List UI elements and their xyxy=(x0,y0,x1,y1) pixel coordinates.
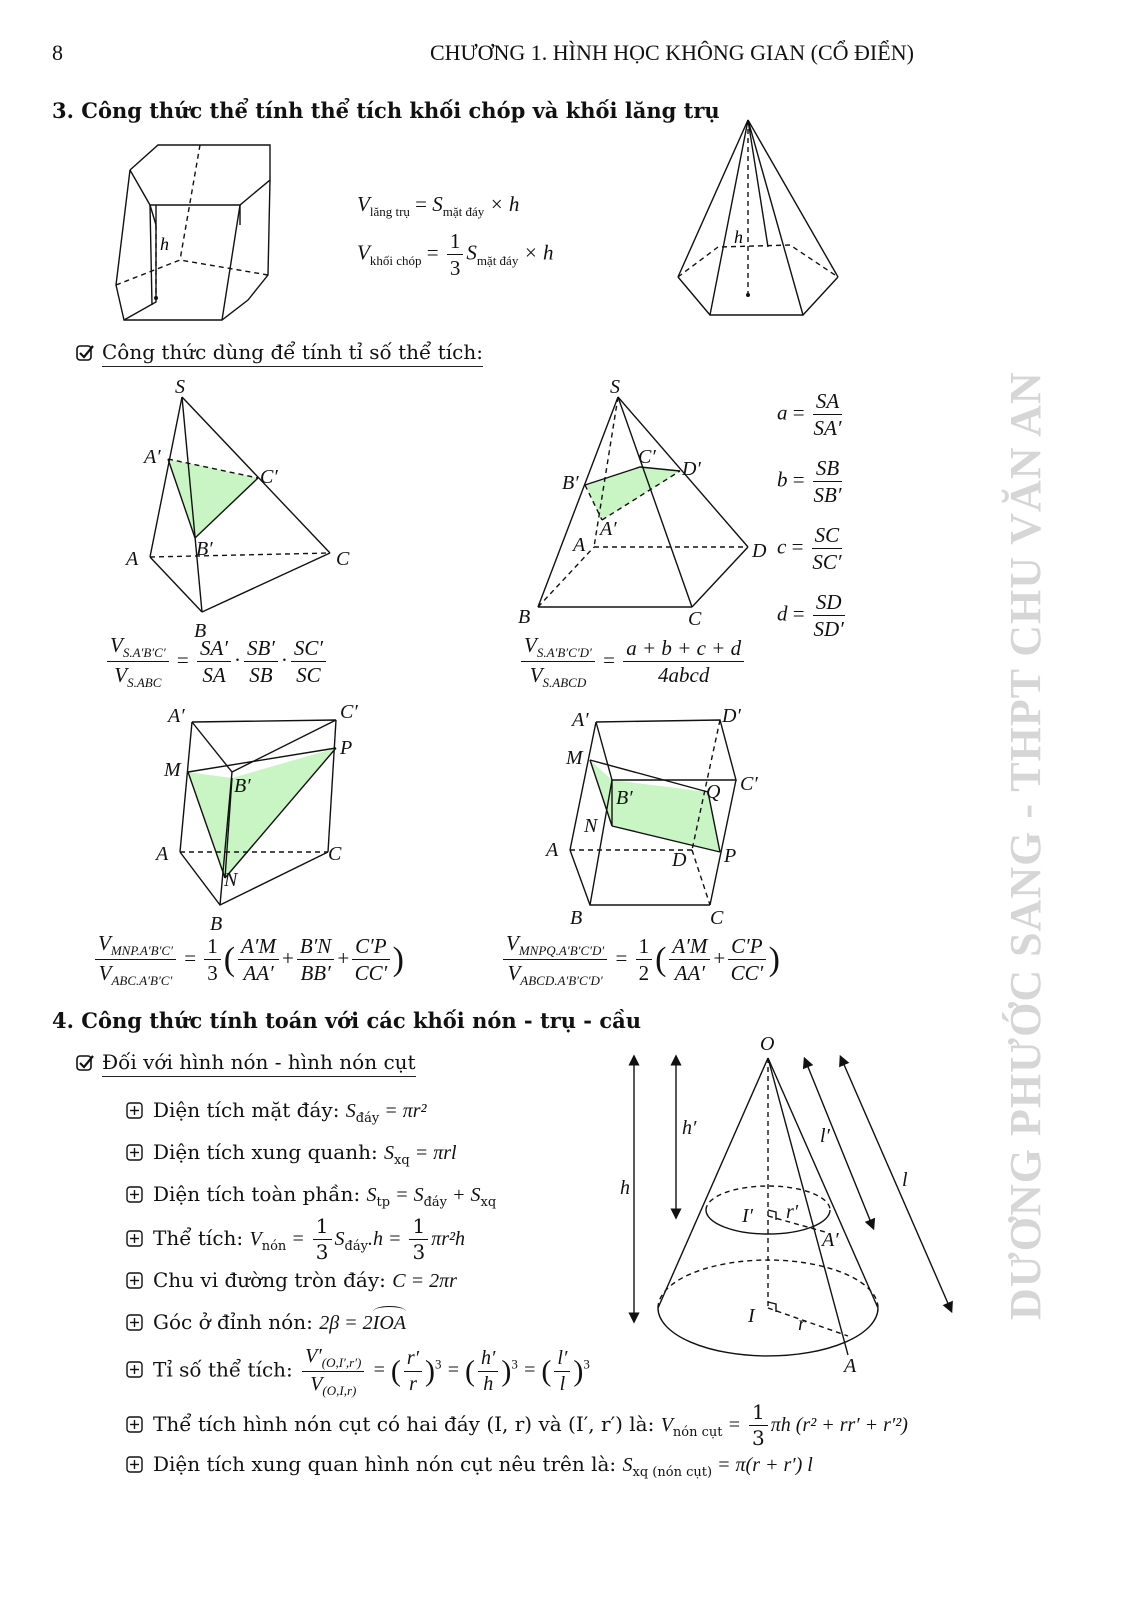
prism-volume-formula: $V_{lăng trụ} = S_{mặt đáy} \times h$ xyxy=(357,192,520,220)
checkbox-checked-icon xyxy=(76,1054,94,1072)
boxed-plus-icon xyxy=(126,1186,143,1203)
square-pyramid-figure xyxy=(510,375,780,635)
svg-text:C′: C′ xyxy=(260,466,278,488)
tri-prism-ratio-formula: $\frac{V_{MNP.A'B'C'}}{V_{ABC.A'B'C'}}$ = $\frac{1}{3}$ ( $\frac{A'M}{AA'}$ + $\frac{B'N}{BB'}$ + $\frac{C'P}{CC'}$ ) xyxy=(92,930,404,990)
svg-text:A: A xyxy=(573,534,586,556)
svg-text:B: B xyxy=(518,606,531,628)
svg-text:A′: A′ xyxy=(600,518,617,540)
svg-text:A: A xyxy=(126,548,139,570)
svg-text:N: N xyxy=(584,815,598,837)
svg-text:I: I xyxy=(748,1305,755,1327)
checkbox-checked-icon xyxy=(76,344,94,362)
svg-text:D′: D′ xyxy=(722,705,741,727)
boxed-plus-icon xyxy=(126,1456,143,1473)
svg-text:A′: A′ xyxy=(144,446,161,468)
box-ratio-formula: $\frac{V_{MNPQ.A'B'C'D'}}{V_{ABCD.A'B'C'D'}}$ = $\frac{1}{2}$ ( $\frac{A'M}{AA'}$ + $\frac{C'P}{CC'}$ ) xyxy=(500,930,780,990)
def-a: a = $\frac{SA}{SA'}$ xyxy=(777,389,842,441)
boxed-plus-icon xyxy=(126,1144,143,1161)
svg-text:B′: B′ xyxy=(234,775,251,797)
def-c: c = $\frac{SC}{SC'}$ xyxy=(777,523,842,575)
tetrahedron-figure xyxy=(120,375,360,640)
cone-subtitle: Đối với hình nón - hình nón cụt xyxy=(76,1050,416,1074)
svg-text:l′: l′ xyxy=(820,1125,830,1147)
item-frustum-volume: Thể tích hình nón cụt có hai đáy (I, r) và (I′, r′) là: $V_{nón cụt}$ = $\frac{1}{3}$ πh (r² + rr′ + r′²) xyxy=(126,1400,908,1451)
section-3-title: 3. Công thức thể tính thể tích khối chóp và khối lăng trụ xyxy=(52,98,720,123)
svg-text:h: h xyxy=(734,227,743,247)
svg-text:C′: C′ xyxy=(340,701,358,723)
svg-text:N: N xyxy=(224,869,238,891)
def-d: d = $\frac{SD}{SD'}$ xyxy=(777,590,844,642)
watermark: DƯƠNG PHƯỚC SANG - THPT CHU VĂN AN xyxy=(1001,371,1050,1320)
arc-angle: IOA xyxy=(373,1312,406,1335)
item-lateral-area: Diện tích xung quanh: $S_{xq} = \pi rl$ xyxy=(126,1140,457,1168)
svg-text:M: M xyxy=(164,759,181,781)
svg-text:B′: B′ xyxy=(616,787,633,809)
prism-top-face xyxy=(130,145,270,205)
cone-figure xyxy=(610,1030,980,1380)
boxed-plus-icon xyxy=(126,1314,143,1331)
svg-text:l: l xyxy=(902,1169,908,1191)
item-total-area: Diện tích toàn phần: $S_{tp} = S_{đáy} + S_{xq}$ xyxy=(126,1182,496,1210)
item-apex-angle: Góc ở đỉnh nón: 2β = 2 IOA xyxy=(126,1310,406,1335)
svg-text:A′: A′ xyxy=(572,709,589,731)
prism-h-label: h xyxy=(160,234,169,254)
pentagonal-pyramid-figure xyxy=(670,115,850,330)
item-circumference: Chu vi đường tròn đáy: C = 2πr xyxy=(126,1268,457,1293)
svg-text:r′: r′ xyxy=(786,1201,799,1223)
svg-text:A: A xyxy=(844,1355,857,1377)
svg-text:S: S xyxy=(175,376,185,398)
svg-text:C′: C′ xyxy=(740,773,758,795)
item-volume-ratio: Tỉ số thể tích: $\frac{V'_{(O,I',r')}}{V_{(O,I,r)}}$ = ( $\frac{r'}{r}$ )$^3$ = ( $\frac{h'}{h}$ )$^3$ = ( $\frac{l'}{l}$ )$^3$ xyxy=(126,1344,590,1400)
boxed-plus-icon xyxy=(126,1230,143,1247)
svg-text:M: M xyxy=(566,747,583,769)
svg-text:A′: A′ xyxy=(168,705,185,727)
svg-text:r: r xyxy=(798,1313,806,1335)
boxed-plus-icon xyxy=(126,1416,143,1433)
svg-text:D′: D′ xyxy=(682,458,701,480)
svg-text:A: A xyxy=(156,843,169,865)
pentagonal-prism-figure xyxy=(100,130,290,330)
parallelepiped-figure xyxy=(540,700,780,940)
svg-text:O: O xyxy=(760,1033,775,1055)
svg-text:C: C xyxy=(710,907,724,929)
page-number: 8 xyxy=(52,40,63,65)
svg-text:B′: B′ xyxy=(196,538,213,560)
svg-text:Q: Q xyxy=(706,781,721,803)
svg-text:A′: A′ xyxy=(822,1229,839,1251)
svg-text:B: B xyxy=(194,620,207,640)
boxed-plus-icon xyxy=(126,1361,143,1378)
svg-text:I′: I′ xyxy=(742,1205,754,1227)
tetra-ratio-formula: $\frac{V_{S.A'B'C'}}{V_{S.ABC}}$ = $\frac{SA'}{SA}$ · $\frac{SB'}{SB}$ · $\frac{SC'}{SC}$ xyxy=(104,632,329,692)
svg-text:D: D xyxy=(752,540,767,562)
svg-text:C: C xyxy=(328,843,342,865)
pyr4-ratio-formula: $\frac{V_{S.A'B'C'D'}}{V_{S.ABCD}}$ = $\frac{a + b + c + d}{\text{4abcd}}$ xyxy=(518,632,747,692)
def-b: b = $\frac{SB}{SB'}$ xyxy=(777,456,842,508)
svg-text:h′: h′ xyxy=(682,1117,697,1139)
svg-text:P: P xyxy=(724,845,737,867)
svg-text:D: D xyxy=(672,849,687,871)
section-4-title: 4. Công thức tính toán với các khối nón - trụ - cầu xyxy=(52,1008,641,1033)
svg-text:A: A xyxy=(546,839,559,861)
svg-text:C: C xyxy=(688,608,702,630)
svg-text:P: P xyxy=(340,737,353,759)
svg-text:B′: B′ xyxy=(562,472,579,494)
svg-text:S: S xyxy=(610,376,620,398)
ratio-subtitle: Công thức dùng để tính tỉ số thể tích: xyxy=(76,340,483,364)
item-base-area: Diện tích mặt đáy: $S_{đáy} = \pi r^2$ xyxy=(126,1098,427,1126)
boxed-plus-icon xyxy=(126,1102,143,1119)
pyramid-volume-formula: $V_{khối chóp}$ = $\frac{1}{3}$ $S_{mặt đáy} \times h$ xyxy=(357,229,554,281)
item-volume: Thể tích: $V_{nón}$ = $\frac{1}{3}$ $S_{đáy}.h$ = $\frac{1}{3}$ πr²h xyxy=(126,1214,465,1265)
chapter-title: CHƯƠNG 1. HÌNH HỌC KHÔNG GIAN (CỔ ĐIỂN) xyxy=(430,40,914,65)
svg-text:B: B xyxy=(210,913,223,935)
svg-text:B: B xyxy=(570,907,583,929)
item-frustum-lateral: Diện tích xung quan hình nón cụt nêu trên là: $S_{xq (nón cụt)} = \pi(r + r')$ l xyxy=(126,1452,813,1480)
svg-text:h: h xyxy=(620,1177,630,1199)
triangular-prism-figure xyxy=(150,700,380,940)
boxed-plus-icon xyxy=(126,1272,143,1289)
svg-text:C: C xyxy=(336,548,350,570)
svg-text:C′: C′ xyxy=(638,446,656,468)
